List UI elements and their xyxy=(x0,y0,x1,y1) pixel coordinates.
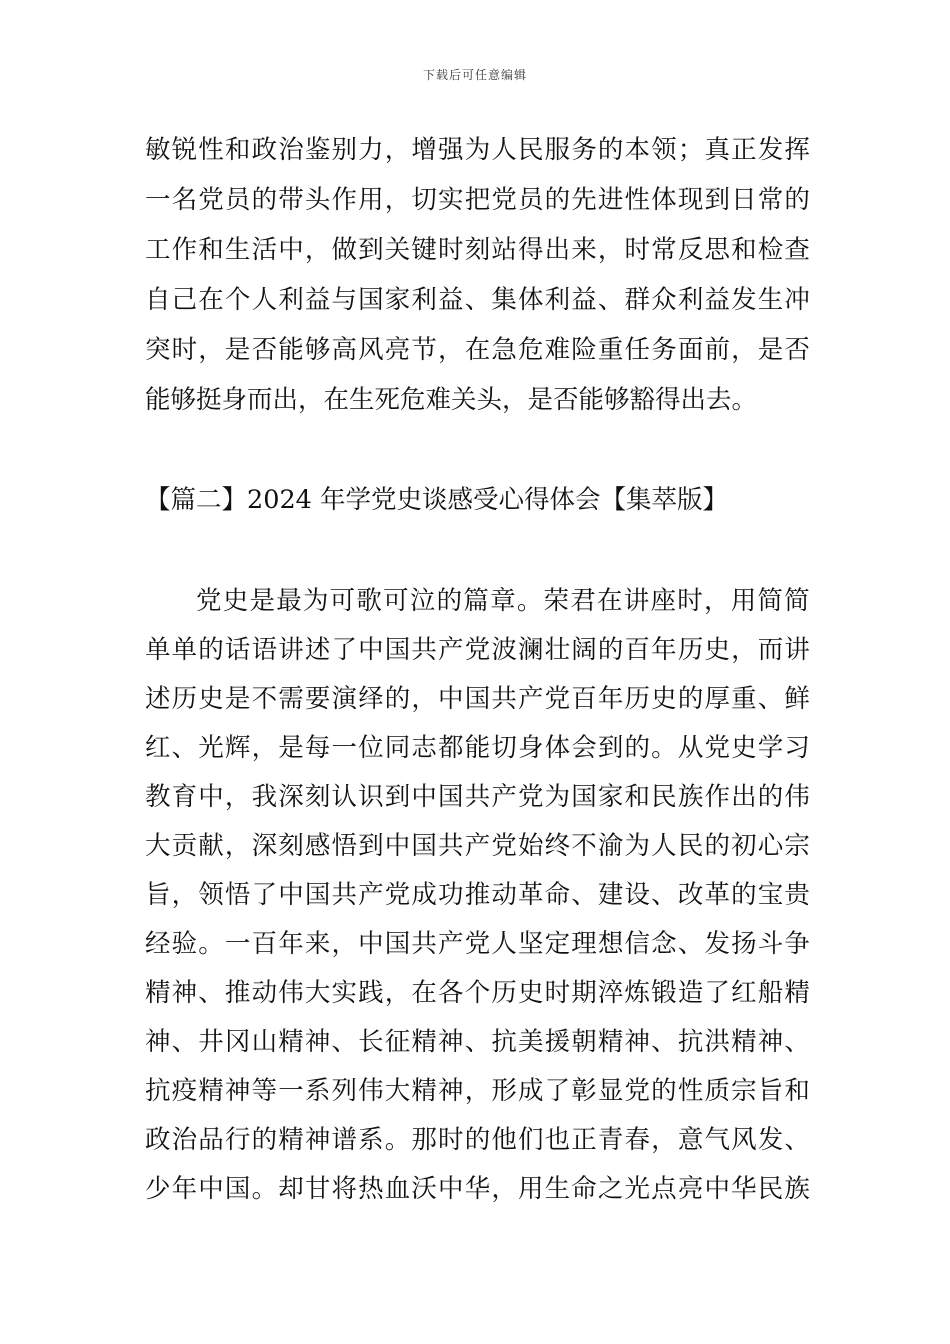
paragraph2-line: 党 史 是 最 为 可 歌 可 泣 的 篇 章 。 荣 君 在 讲 座 时 ， 用 简 简 xyxy=(196,586,810,616)
page-header-note: 下载后可任意编辑 xyxy=(422,68,527,82)
paragraph1-line: 敏 锐 性 和 政 治 鉴 别 力 ， 增 强 为 人 民 服 务 的 本 领 ； 真 正 发 挥 xyxy=(145,135,810,165)
paragraph2-line: 精 神 、 推 动 伟 大 实 践 ， 在 各 个 历 史 时 期 淬 炼 锻 造 了 红 船 精 xyxy=(145,978,810,1008)
paragraph1-line: 能够挺身而出，在生死危难关头，是否能够豁得出去。 xyxy=(145,385,758,415)
paragraph2-line: 政 治 品 行 的 精 神 谱 系 。 那 时 的 他 们 也 正 青 春 ， 意 气 风 发 、 xyxy=(145,1125,810,1155)
paragraph2-line: 神 、 井 冈 山 精 神 、 长 征 精 神 、 抗 美 援 朝 精 神 、 抗 洪 精 神 、 xyxy=(145,1027,810,1057)
paragraph2-line: 旨 ， 领 悟 了 中 国 共 产 党 成 功 推 动 革 命 、 建 设 、 改 革 的 宝 贵 xyxy=(145,880,810,910)
paragraph1-line: 工 作 和 生 活 中 ， 做 到 关 键 时 刻 站 得 出 来 ， 时 常 反 思 和 检 查 xyxy=(145,235,810,265)
paragraph2-line: 单 单 的 话 语 讲 述 了 中 国 共 产 党 波 澜 壮 阔 的 百 年 历 史 ， 而 讲 xyxy=(145,635,810,665)
section-heading: 【篇二】2024 年学党史谈感受心得体会【集萃版】 xyxy=(145,485,729,515)
paragraph2-line: 少 年 中 国 。 却 甘 将 热 血 沃 中 华 ， 用 生 命 之 光 点 亮 中 华 民 族 xyxy=(145,1174,810,1204)
paragraph1-line: 自 己 在 个 人 利 益 与 国 家 利 益 、 集 体 利 益 、 群 众 利 益 发 生 冲 xyxy=(145,285,810,315)
paragraph2-line: 经 验 。 一 百 年 来 ， 中 国 共 产 党 人 坚 定 理 想 信 念 、 发 扬 斗 争 xyxy=(145,929,810,959)
paragraph2-line: 大 贡 献 ， 深 刻 感 悟 到 中 国 共 产 党 始 终 不 渝 为 人 民 的 初 心 宗 xyxy=(145,831,810,861)
paragraph1-line: 突 时 ， 是 否 能 够 高 风 亮 节 ， 在 急 危 难 险 重 任 务 面 前 ， 是 否 xyxy=(145,335,810,365)
paragraph2-line: 红 、 光 辉 ， 是 每 一 位 同 志 都 能 切 身 体 会 到 的 。 从 党 史 学 习 xyxy=(145,733,810,763)
paragraph1-line: 一 名 党 员 的 带 头 作 用 ， 切 实 把 党 员 的 先 进 性 体 现 到 日 常 的 xyxy=(145,185,810,215)
paragraph2-line: 述 历 史 是 不 需 要 演 绎 的 ， 中 国 共 产 党 百 年 历 史 的 厚 重 、 鲜 xyxy=(145,684,810,714)
paragraph2-line: 教 育 中 ， 我 深 刻 认 识 到 中 国 共 产 党 为 国 家 和 民 族 作 出 的 伟 xyxy=(145,782,810,812)
paragraph2-line: 抗 疫 精 神 等 一 系 列 伟 大 精 神 ， 形 成 了 彰 显 党 的 性 质 宗 旨 和 xyxy=(145,1076,810,1106)
